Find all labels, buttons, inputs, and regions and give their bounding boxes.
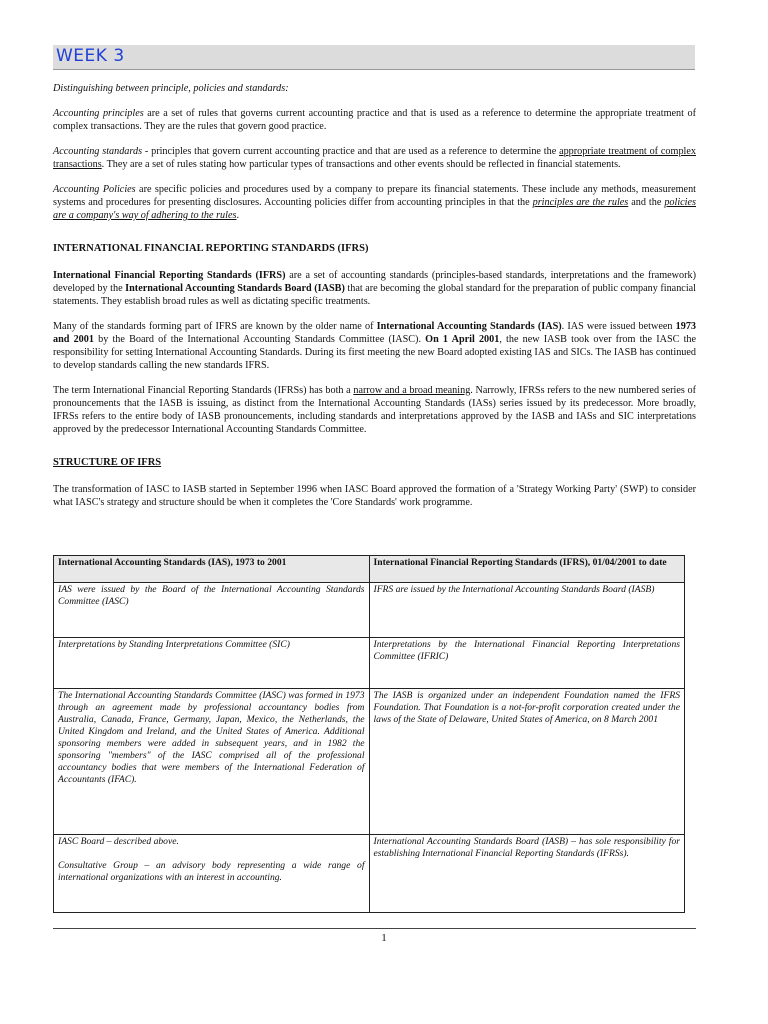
- table-cell-ias: The International Accounting Standards Committee (IASC) was formed in 1973 through an agreement made by professional accountancy bodies from Australia, Canada, France, Germany, Japan, Mexico, the Netherlands, the United Kingdom and Ireland, and the United States of America. Additional sponsoring members were added in subsequent years, and in 1982 the sponsoring "members" of the IASC comprised all of the professional accountancy bodies that were members of the International Federation of Accountants (IFAC).: [54, 689, 370, 835]
- week-banner: [53, 45, 695, 70]
- table-row: [54, 638, 685, 689]
- policies-text-c: .: [236, 210, 240, 221]
- table-cell-ifrs: International Accounting Standards Board (IASB) – has sole responsibility for establishing International Financial Reporting Standards (IFRSs).: [369, 835, 685, 913]
- ifrs-term-text-b: . Narrowly, IFRSs refers to the new numbered series of pronouncements that the IASB is issuing, as distinct from the International Accounting Standards (IASs) series issued by its predecessor. More broadly, IFRSs refers to the entire body of IASB pronouncements, including standards and interpretations approved by the IASB and IASs and SIC interpretations approved by the predecessor International Accounting Standards Committee.: [53, 385, 697, 435]
- ifrs-intro-bold-b: International Accounting Standards Board (IASB): [125, 283, 345, 294]
- table-cell-ias: Interpretations by Standing Interpretations Committee (SIC): [54, 638, 370, 689]
- ias-ifrs-comparison-table: [53, 555, 685, 913]
- ifrs-history-text-a: Many of the standards forming part of IFRS are known by the older name of: [53, 321, 377, 332]
- table-cell-ias: [54, 835, 370, 913]
- week-title: WEEK 3: [56, 46, 125, 66]
- table-cell-ias: IAS were issued by the Board of the International Accounting Standards Committee (IASC): [54, 583, 370, 638]
- policies-underlined-a: principles are the rules: [532, 197, 629, 208]
- page-number: 1: [381, 932, 387, 944]
- ifrs-history-bold-c: On 1 April 2001: [425, 334, 500, 345]
- table-header-ifrs: International Financial Reporting Standards (IFRS), 01/04/2001 to date: [369, 556, 685, 583]
- policies-paragraph: [53, 183, 696, 222]
- policies-text-a: are specific policies and procedures used by a company to prepare its financial statements. These include any methods, measurement systems and procedures for presenting disclosures. Accounting policies differ from accounting principles in that the: [53, 184, 696, 208]
- ifrs-intro-text-b: that are becoming the global standard for the preparation of public company financial statements. They establish broad rules as well as dictating specific treatments.: [53, 283, 697, 307]
- policies-underlined-b: policies are a company's way of adhering to the rules: [53, 197, 696, 221]
- ifrs-history-bold-a: International Accounting Standards (IAS): [376, 321, 562, 332]
- table-row: [54, 835, 685, 913]
- principles-text: are a set of rules that governs current accounting practice and that is used as a reference to determine the appropriate treatment of complex transactions. They are the rules that govern good practice.: [53, 108, 696, 132]
- standards-paragraph: [53, 145, 696, 171]
- principles-paragraph: [53, 107, 696, 133]
- policies-text-b: and the: [628, 197, 665, 208]
- table-cell-ias-line-a: IASC Board – described above.: [58, 836, 179, 847]
- ifrs-history-text-d: , the new IASB took over from the IASC the responsibility for setting International Accounting Standards. During its first meeting the new Board adopted existing IAS and SICs. The IASB has continued to develop standards calling the new standards IFRS.: [53, 334, 697, 371]
- table-row: [54, 583, 685, 638]
- table-row: [54, 689, 685, 835]
- policies-term: Accounting Policies: [53, 184, 136, 195]
- ifrs-term-text-a: The term International Financial Reporting Standards (IFRSs) has both a: [53, 385, 354, 396]
- ifrs-term-underlined: narrow and a broad meaning: [353, 385, 471, 396]
- ifrs-history-text-b: . IAS were issued between: [561, 321, 676, 332]
- footer-divider: [53, 928, 696, 929]
- table-header-row: [54, 556, 685, 583]
- standards-text-a: - principles that govern current accounting practice and that are used as a reference to determine the: [142, 146, 560, 157]
- standards-underlined: appropriate treatment of complex transactions: [53, 146, 696, 170]
- ifrs-history-text-c: by the Board of the International Accounting Standards Committee (IASC).: [93, 334, 426, 345]
- table-cell-ias-line-b: Consultative Group – an advisory body representing a wide range of international organizations with an interest in accounting.: [58, 860, 365, 883]
- standards-text-b: . They are a set of rules stating how particular types of transactions and other events should be reflected in financial statements.: [101, 159, 621, 170]
- subtitle: Distinguishing between principle, policies and standards:: [53, 83, 289, 94]
- ifrs-term-paragraph: [53, 384, 696, 436]
- structure-paragraph: The transformation of IASC to IASB started in September 1996 when IASC Board approved the formation of a 'Strategy Working Party' (SWP) to consider what IASC's strategy and structure should be when it completes the 'Core Standards' work programme.: [53, 484, 696, 508]
- principles-term: Accounting principles: [53, 108, 144, 119]
- document-body: [53, 82, 696, 521]
- ifrs-history-bold-b: 1973 and 2001: [53, 321, 696, 345]
- table-cell-ifrs: Interpretations by the International Financial Reporting Interpretations Committee (IFRIC): [369, 638, 685, 689]
- ifrs-intro-paragraph: [53, 269, 696, 308]
- ifrs-intro-text-a: are a set of accounting standards (principles-based standards, interpretations and the framework) developed by the: [53, 270, 696, 294]
- ifrs-heading: INTERNATIONAL FINANCIAL REPORTING STANDARDS (IFRS): [53, 243, 369, 254]
- structure-heading: STRUCTURE OF IFRS: [53, 457, 162, 468]
- standards-term: Accounting standards: [53, 146, 143, 157]
- table-cell-ifrs: IFRS are issued by the International Accounting Standards Board (IASB): [369, 583, 685, 638]
- ifrs-history-paragraph: [53, 320, 696, 372]
- ifrs-intro-bold-a: International Financial Reporting Standards (IFRS): [53, 270, 286, 281]
- table-header-ias: International Accounting Standards (IAS), 1973 to 2001: [54, 556, 370, 583]
- table-cell-ifrs: The IASB is organized under an independent Foundation named the IFRS Foundation. That Foundation is a not-for-profit corporation created under the laws of the State of Delaware, United States of America, on 8 March 2001: [369, 689, 685, 835]
